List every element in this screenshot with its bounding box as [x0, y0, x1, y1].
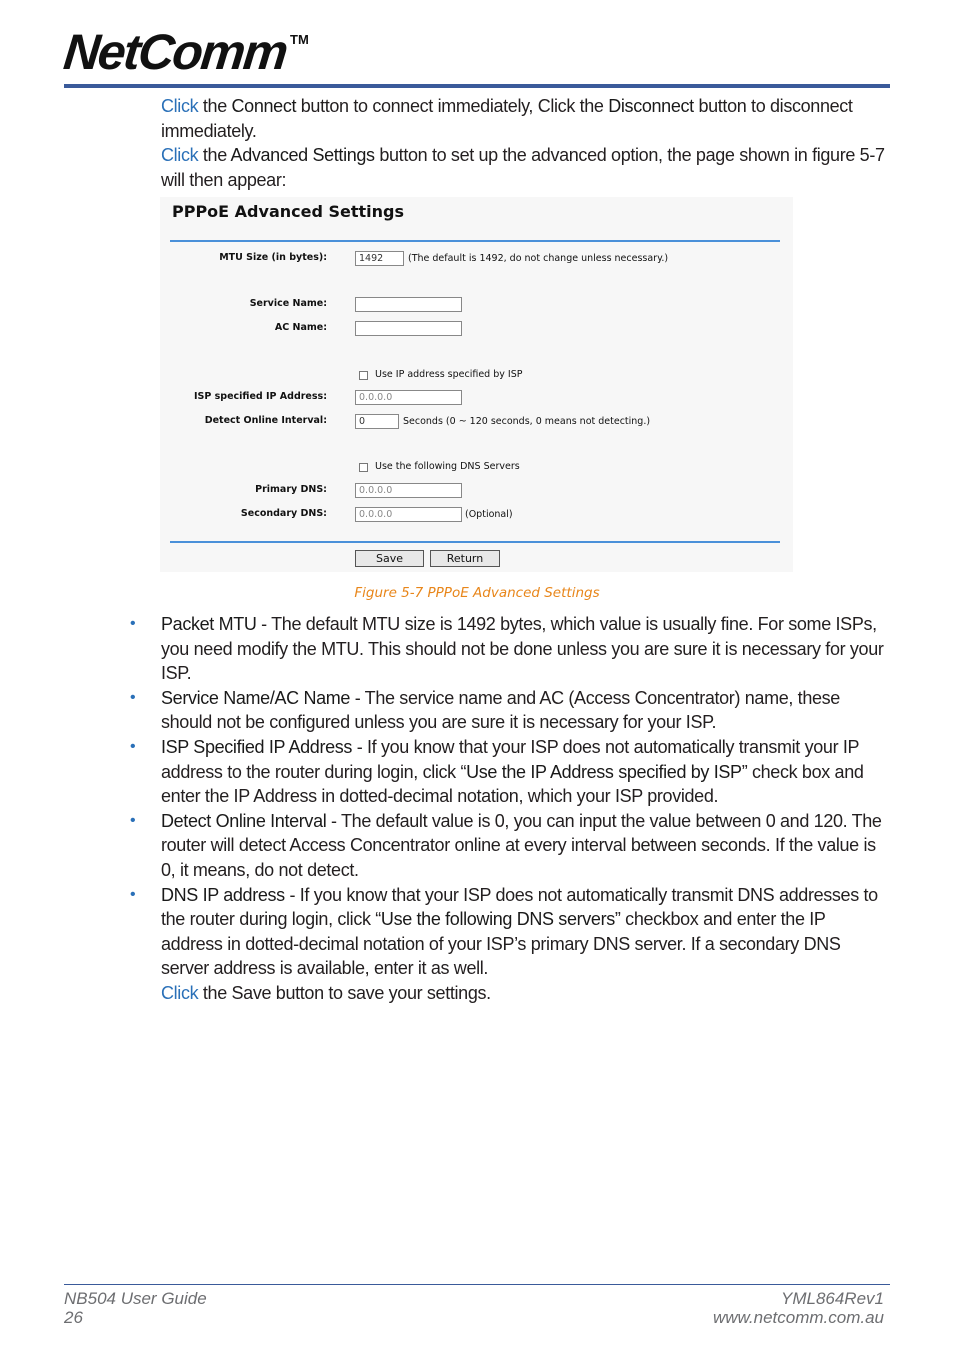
service-name-input[interactable] — [355, 297, 462, 312]
optional-note: (Optional) — [465, 509, 513, 520]
ac-name-input[interactable] — [355, 321, 462, 336]
bullet-term: ISP Specified IP Address — [161, 736, 353, 757]
outro-paragraph: Click the Save button to save your settings. — [161, 982, 491, 1003]
bullet-dot: • — [130, 615, 136, 632]
mtu-label: MTU Size (in bytes): — [219, 252, 327, 263]
bullet-term: Detect Online Interval — [161, 810, 327, 831]
advanced-settings-term: Advanced Settings — [230, 145, 375, 166]
secondary-dns-input[interactable]: 0.0.0.0 — [355, 507, 462, 522]
bullet-term: Packet MTU — [161, 614, 257, 634]
pppoe-advanced-settings-screenshot — [160, 197, 793, 572]
detect-interval-label: Detect Online Interval: — [204, 415, 327, 426]
revision-code: YML864Rev1 — [780, 1289, 884, 1308]
isp-ip-input[interactable]: 0.0.0.0 — [355, 390, 462, 405]
disconnect-term: Disconnect — [608, 96, 694, 116]
bullet-term: DNS IP address — [161, 884, 285, 905]
primary-dns-input[interactable]: 0.0.0.0 — [355, 483, 462, 498]
list-item-service-name: • Service Name/AC Name - The service name and AC (Access Concentrator) name, these should not be configured unless you are sure it is necessary for your ISP. — [130, 687, 840, 733]
bullet-dot: • — [130, 688, 136, 706]
use-isp-ip-label: Use IP address specified by ISP — [375, 369, 523, 380]
bullet-list — [130, 612, 890, 1006]
secondary-dns-label: Secondary DNS: — [240, 508, 327, 519]
logo-wordmark: NetComm — [61, 24, 290, 80]
bullet-dot: • — [130, 811, 136, 829]
intro-text — [161, 94, 891, 192]
click-word: Click — [161, 96, 199, 116]
footer-right — [713, 1289, 884, 1327]
bullet-term: Service Name/AC Name — [161, 687, 351, 708]
save-button[interactable]: Save — [355, 550, 424, 567]
footer-rule — [64, 1284, 890, 1285]
list-item-packet-mtu: • Packet MTU - The default MTU size is 1492 bytes, which value is usually fine. For some ISPs, you need modify the MTU. This should not be done unless you are sure it is necessary for your ISP. — [130, 614, 884, 684]
detect-interval-note: Seconds (0 ~ 120 seconds, 0 means not detecting.) — [403, 416, 651, 427]
click-word: Click — [161, 982, 199, 1003]
isp-ip-label: ISP specified IP Address: — [193, 391, 327, 402]
figure-title: PPPoE Advanced Settings — [172, 202, 405, 221]
intro-paragraph-advanced: Click the Advanced Settings button to set up the advanced option, the page shown in figure 5-7 will then appear: — [161, 145, 885, 190]
list-item-detect-interval: • Detect Online Interval - The default value is 0, you can input the value between 0 and 120. The router will detect Access Concentrator online at every interval between seconds. If the value is 0, it means, do not detect. — [130, 810, 882, 880]
footer-left — [64, 1289, 207, 1327]
guide-title: NB504 User Guide — [64, 1289, 207, 1308]
figure-bottom-rule — [170, 541, 780, 543]
service-name-label: Service Name: — [249, 298, 327, 309]
figure-caption: Figure 5-7 PPPoE Advanced Settings — [354, 585, 600, 601]
primary-dns-label: Primary DNS: — [255, 484, 327, 495]
use-isp-ip-checkbox[interactable] — [359, 371, 368, 380]
trademark-symbol: TM — [290, 32, 309, 47]
mtu-input[interactable]: 1492 — [355, 251, 404, 266]
mtu-note: (The default is 1492, do not change unless necessary.) — [408, 253, 669, 264]
connect-term: Connect — [231, 96, 297, 116]
website-url: www.netcomm.com.au — [713, 1308, 884, 1327]
list-item-dns: • DNS IP address - If you know that your ISP does not automatically transmit DNS addresses to the router during login, click “Use the following DNS servers” checkbox and enter the IP address in dotted-decimal notation of your ISP’s primary DNS server. If a secondary DNS server address is available, enter it as well. — [130, 884, 878, 979]
intro-paragraph-connect: Click the Connect button to connect immediately, Click the Disconnect button to disconnect immediately. — [161, 96, 853, 141]
netcomm-logo — [61, 24, 324, 80]
bullet-dot: • — [130, 737, 136, 755]
return-button[interactable]: Return — [430, 550, 500, 567]
use-dns-checkbox[interactable] — [359, 463, 368, 472]
ac-name-label: AC Name: — [274, 322, 327, 333]
header-rule — [64, 84, 890, 88]
figure-top-rule — [170, 240, 780, 242]
list-item-isp-ip: • ISP Specified IP Address - If you know that your ISP does not automatically transmit your IP address to the router during login, click “Use the IP Address specified by ISP” check box and enter the IP Address in dotted-decimal notation, which your ISP provided. — [130, 736, 864, 807]
use-dns-label: Use the following DNS Servers — [375, 461, 520, 472]
detect-interval-input[interactable]: 0 — [355, 414, 399, 429]
click-word: Click — [161, 145, 199, 166]
page-number: 26 — [64, 1308, 83, 1327]
bullet-dot: • — [130, 885, 136, 903]
